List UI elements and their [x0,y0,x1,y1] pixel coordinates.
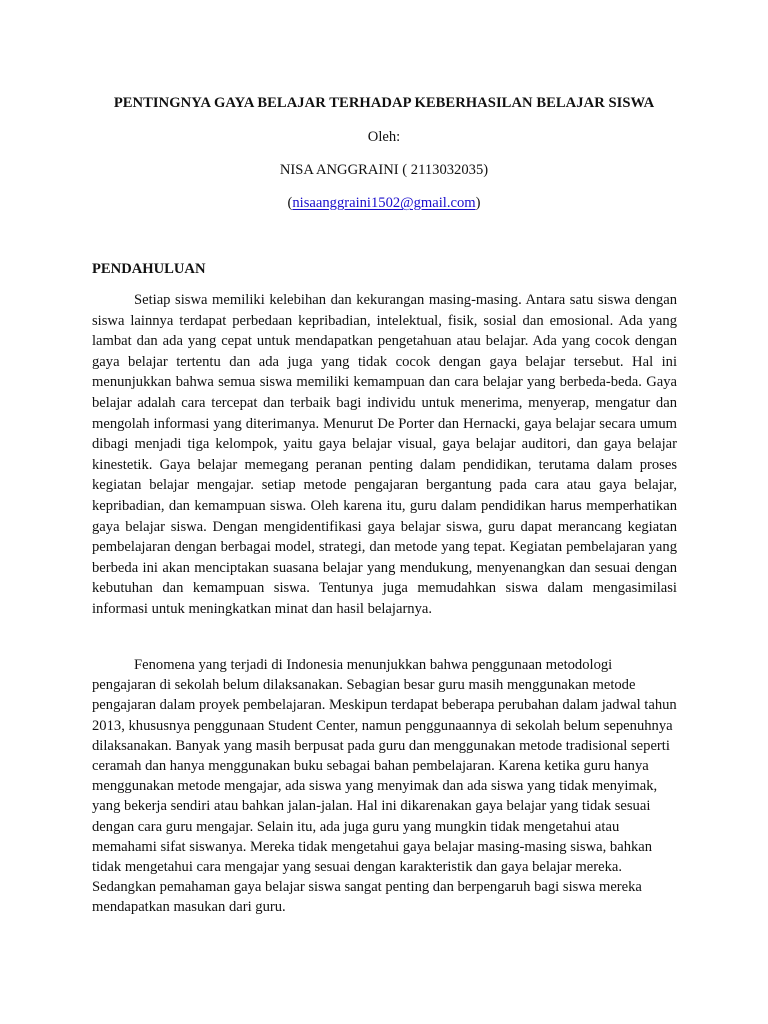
email-link[interactable]: nisaanggraini1502@gmail.com [292,195,476,211]
body-paragraph-1: Setiap siswa memiliki kelebihan dan kekurangan masing-masing. Antara satu siswa dengan siswa lainnya terdapat perbedaan kepribadian, intelektual, fisik, sosial dan emosional. Ada yang lambat dan ada yang cepat untuk mendapatkan pengetahuan atau belajar. Ada yang cocok dengan gaya belajar tertentu dan ada juga yang tidak cocok dengan gaya belajar tersebut. Hal ini menunjukkan bahwa semua siswa memiliki kemampuan dan cara belajar yang berbeda-beda. Gaya belajar adalah cara tercepat dan terbaik bagi individu untuk menerima, menyerap, mengatur dan mengolah informasi yang diterimanya. Menurut De Porter dan Hernacki, gaya belajar secara umum dibagi menjadi tiga kelompok, yaitu gaya belajar visual, gaya belajar auditori, dan gaya belajar kinestetik. Gaya belajar memegang peranan penting dalam pendidikan, terutama dalam proses kegiatan belajar mengajar. setiap metode pengajaran bergantung pada cara atau gaya belajar, kepribadian, dan kemampuan siswa. Oleh karena itu, guru dalam pendidikan harus memperhatikan gaya belajar siswa. Dengan mengidentifikasi gaya belajar siswa, guru dapat merancang kegiatan pembelajaran dengan berbagai model, strategi, dan metode yang tepat. Kegiatan pembelajaran yang berbeda ini akan menciptakan suasana belajar yang mendukung, menyenangkan dan sesuai dengan kebutuhan dan kemampuan siswa. Tentunya juga memudahkan siswa dalam mengasimilasi informasi untuk meningkatkan minat dan hasil belajarnya. [92,292,677,617]
document-title: PENTINGNYA GAYA BELAJAR TERHADAP KEBERHASILAN BELAJAR SISWA [113,95,655,111]
email-line [40,194,728,212]
author-name: NISA ANGGRAINI ( 2113032035) [279,162,489,178]
section-heading: PENDAHULUAN [92,261,206,277]
by-label: Oleh: [367,129,401,145]
email-open-paren: ( [287,195,293,211]
body-paragraph-2: Fenomena yang terjadi di Indonesia menunjukkan bahwa penggunaan metodologi pengajaran di sekolah belum dilaksanakan. Sebagian besar guru masih menggunakan metode pengajaran dalam proyek pembelajaran. Meskipun terdapat beberapa perubahan dalam jadwal tahun 2013, khususnya penggunaan Student Center, namun penggunaannya di sekolah belum sepenuhnya dilaksanakan. Banyak yang masih berpusat pada guru dan menggunakan metode tradisional seperti ceramah dan hanya menggunakan buku sebagai bahan pembelajaran. Karena ketika guru hanya menggunakan metode mengajar, ada siswa yang menyimak dan ada siswa yang tidak menyimak, yang bekerja sendiri atau bahkan jalan-jalan. Hal ini dikarenakan gaya belajar yang tidak sesuai dengan cara guru mengajar. Selain itu, ada juga guru yang mungkin tidak mengetahui atau memahami sifat siswanya. Mereka tidak mengetahui gaya belajar masing-masing siswa, bahkan tidak mengetahui cara mengajar yang sesuai dengan karakteristik dan gaya belajar mereka. Sedangkan pemahaman gaya belajar siswa sangat penting dan berpengaruh bagi siswa mereka mendapatkan masukan dari guru. [92,657,677,916]
email-close-paren: ) [475,195,481,211]
